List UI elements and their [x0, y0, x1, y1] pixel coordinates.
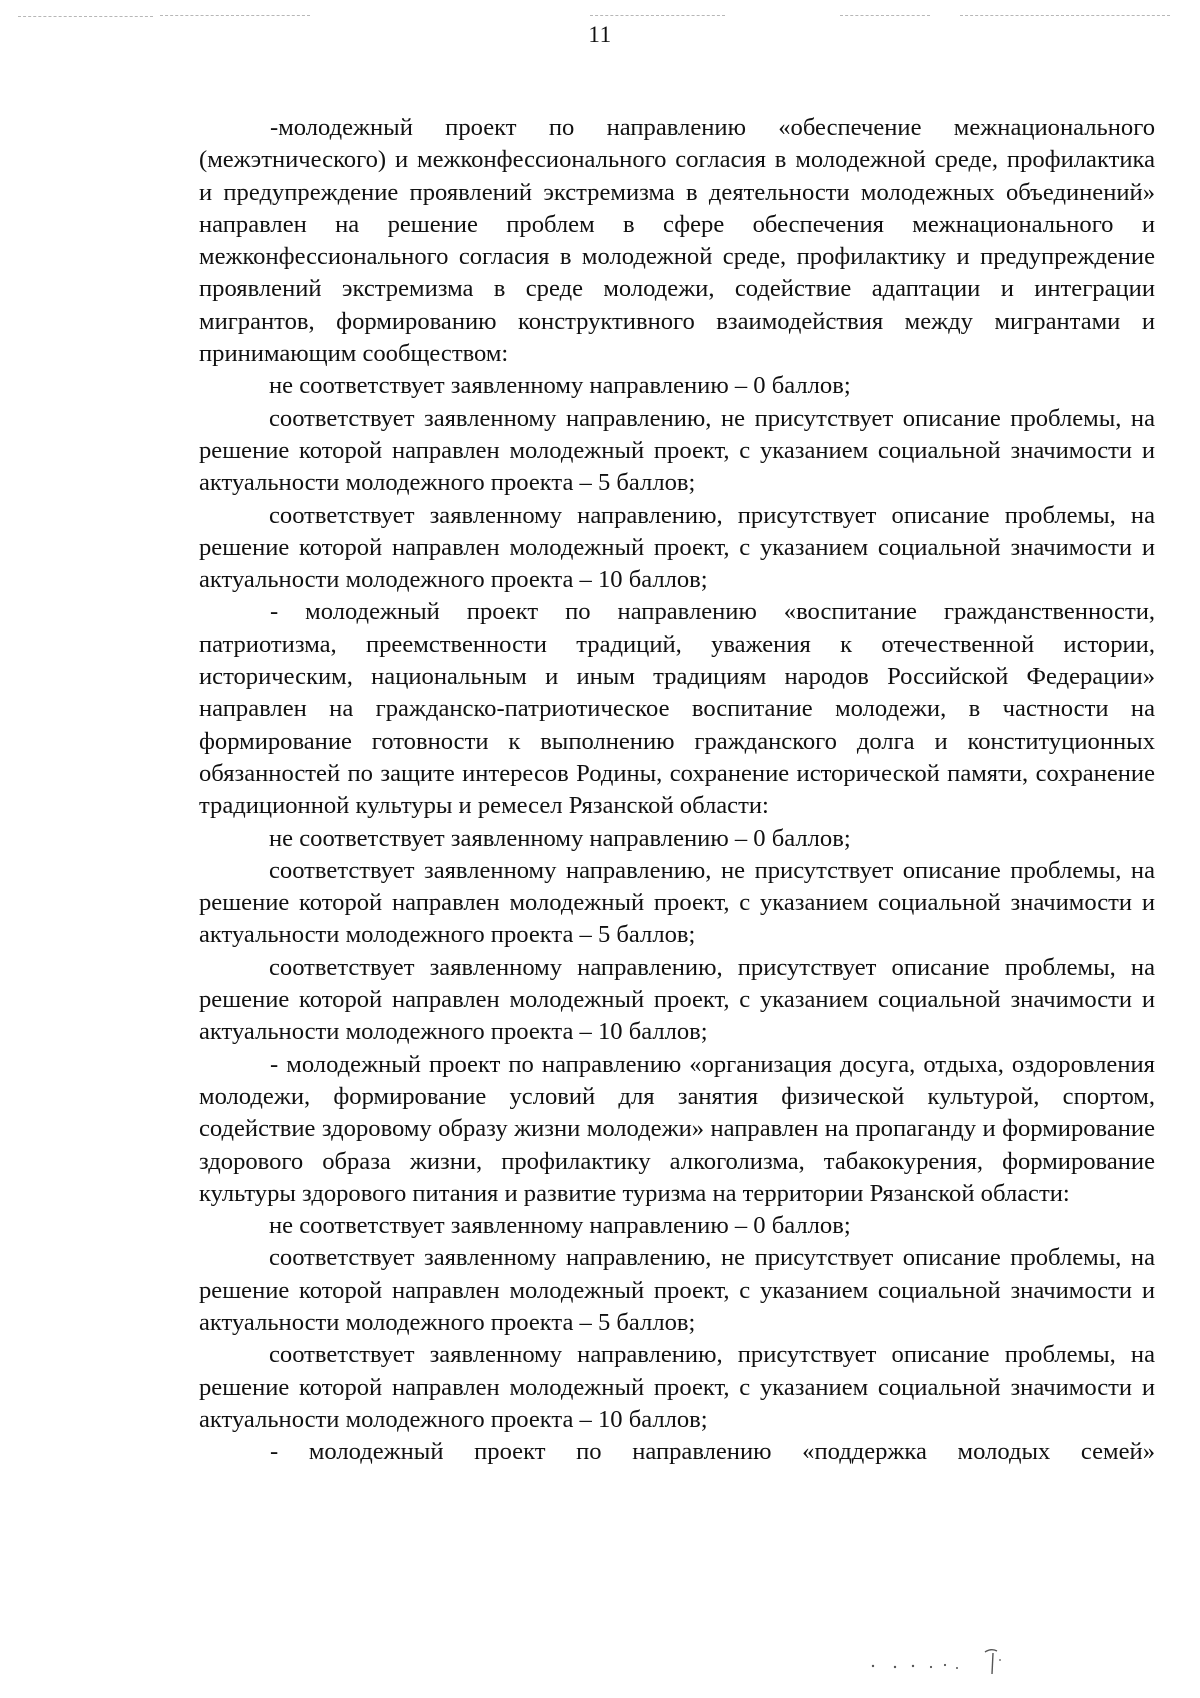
- paragraph-project-interethnic: -молодежный проект по направлению «обеспечение межнационального (межэтнического) и межконфессионального согласия в молодежной среде, профилактика и предупреждение проявлений экстремизма в деятельности молодежных объединений» направлен на решение проблем в сфере обеспечения межнационального и межконфессионального согласия в молодежной среде, профилактику и предупреждение проявлений экстремизма в среде молодежи, содействие адаптации и интеграции мигрантов, формированию конструктивного взаимодействия между мигрантами и принимающим сообществом:: [199, 114, 1155, 368]
- paragraph-score-0: не соответствует заявленному направлению – 0 баллов;: [269, 824, 851, 852]
- paragraph-project-patriotism: - молодежный проект по направлению «воспитание гражданственности, патриотизма, преемственности традиций, уважения к отечественной истории, историческим, национальным и иным традициям народов Российской Федерации» направлен на гражданско-патриотическое воспитание молодежи, в частности на формирование готовности к выполнению гражданского долга и конституционных обязанностей по защите интересов Родины, сохранение исторической памяти, сохранение традиционной культуры и ремесел Рязанской области:: [199, 598, 1155, 820]
- scan-artifact-line: [160, 15, 310, 16]
- paragraph-score-10: соответствует заявленному направлению, присутствует описание проблемы, на решение которой направлен молодежный проект, с указанием социальной значимости и актуальности молодежного проекта – 10 баллов;: [199, 1341, 1155, 1433]
- paragraph-score-5: соответствует заявленному направлению, не присутствует описание проблемы, на решение которой направлен молодежный проект, с указанием социальной значимости и актуальности молодежного проекта – 5 баллов;: [199, 404, 1155, 497]
- paragraph-score-10: соответствует заявленному направлению, присутствует описание проблемы, на решение которой направлен молодежный проект, с указанием социальной значимости и актуальности молодежного проекта – 10 баллов;: [199, 501, 1155, 594]
- scan-specks: [865, 1640, 1065, 1680]
- paragraph-score-0: не соответствует заявленному направлению – 0 баллов;: [269, 1212, 851, 1240]
- paragraph-score-5: соответствует заявленному направлению, не присутствует описание проблемы, на решение которой направлен молодежный проект, с указанием социальной значимости и актуальности молодежного проекта – 5 баллов;: [199, 856, 1155, 949]
- scan-artifact-line: [840, 15, 930, 16]
- scan-artifact-line: [960, 15, 1170, 16]
- paragraph-project-leisure-health: - молодежный проект по направлению «организация досуга, отдыха, оздоровления молодежи, формирование условий для занятия физической культурой, спортом, содействие здоровому образу жизни молодежи» направлен на пропаганду и формирование здорового образа жизни, профилактику алкоголизма, табакокурения, формирование культуры здорового питания и развитие туризма на территории Рязанской области:: [199, 1050, 1155, 1207]
- scan-artifact-line: [18, 16, 153, 17]
- paragraph-score-0: не соответствует заявленному направлению – 0 баллов;: [269, 372, 851, 400]
- paragraph-score-10: соответствует заявленному направлению, присутствует описание проблемы, на решение которой направлен молодежный проект, с указанием социальной значимости и актуальности молодежного проекта – 10 баллов;: [199, 953, 1155, 1046]
- document-body: [199, 112, 1155, 1468]
- page-number: 11: [588, 22, 612, 47]
- paragraph-score-5: соответствует заявленному направлению, не присутствует описание проблемы, на решение которой направлен молодежный проект, с указанием социальной значимости и актуальности молодежного проекта – 5 баллов;: [199, 1244, 1155, 1336]
- paragraph-project-young-families: - молодежный проект по направлению «поддержка молодых семей»: [270, 1438, 1155, 1466]
- scan-artifact-line: [590, 15, 725, 16]
